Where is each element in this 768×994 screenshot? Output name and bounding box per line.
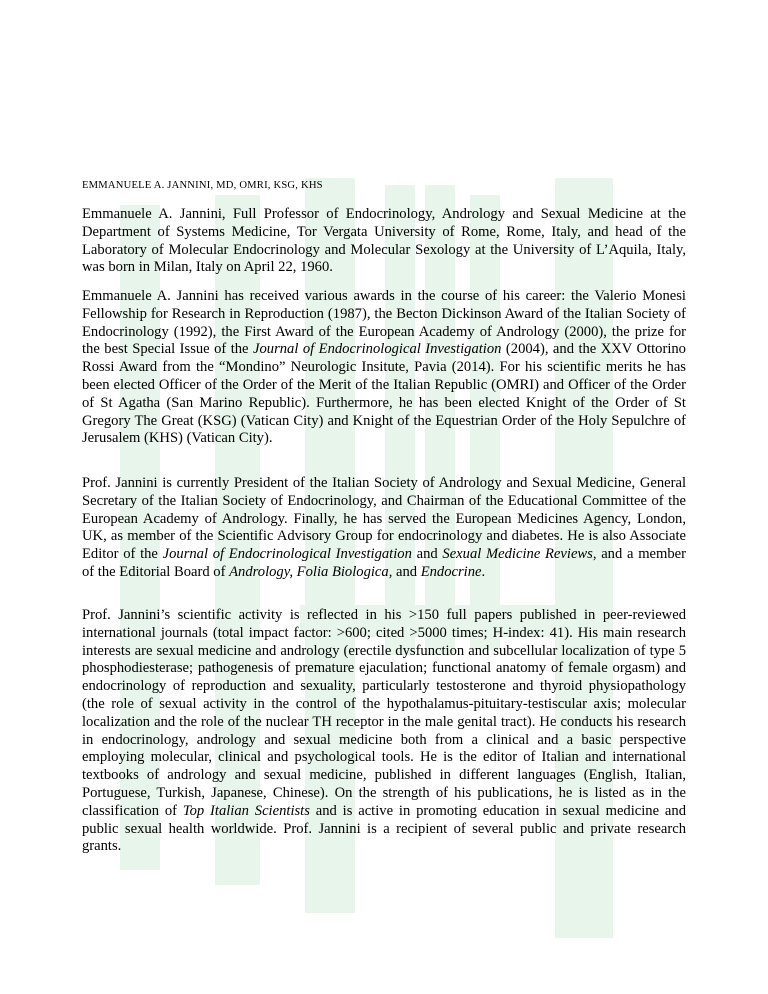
journal-title: Andrology, Folia Biologica, <box>229 563 393 580</box>
paragraph-text: (2004), and the XXV Ottorino Rossi Award from the “Mondino” Neurologic Insitute, Pavia (2014). For his scientific merits he has been elected Officer of the Order of the Merit of the Italian Republic (OMRI) and Officer of the Order of St Agatha (San Marino Republic). Furthermore, he has been elected Knight of the Order of St Gregory The Great (KSG) (Vatican City) and Knight of the Equestrian Order of the Holy Sepulchre of Jerusalem (KHS) (Vatican City). <box>82 341 686 447</box>
paragraph-text: , and a member of the Editorial Board of <box>82 546 687 580</box>
paragraph-text: and is active in promoting education in sexual medicine and public sexual health worldwide. Prof. Jannini is a recipient of several public and private research grants. <box>82 802 686 855</box>
paragraph-text: Prof. Jannini’s scientific activity is reflected in his >150 full papers published in peer-reviewed international journals (total impact factor: >600; cited >5000 times; H-index: 41). His main research interests are sexual medicine and andrology (erectile dysfunction and subcellular localization of type 5 phosphodiesterase; pathogenesis of premature ejaculation; functional anatomy of female orgasm) and endocrinology of reproduction and sexuality, particularly testosterone and thyroid physiopathology (the role of sexual activity in the control of the hypothalamus-pituitary-testiscular axis; molecular localization and the role of the nuclear TH receptor in the male genital tract). He conducts his research in endocrinology, andrology and sexual medicine both from a clinical and a basic perspective employing molecular, clinical and psychological tools. He is the editor of Italian and international textbooks of andrology and sexual medicine, published in different languages (English, Italian, Portuguese, Turkish, Japanese, Chinese). On the strength of his publications, he is listed as in the classification of <box>82 607 686 819</box>
paragraph-biography: Emmanuele A. Jannini, Full Professor of Endocrinology, Andrology and Sexual Medicine at the Department of Systems Medicine, Tor Vergata University of Rome, Rome, Italy, and head of the Laboratory of Molecular Endocrinology and Molecular Sexology at the University of L’Aquila, Italy, was born in Milan, Italy on April 22, 1960. <box>82 206 686 276</box>
paragraph-text: Emmanuele A. Jannini has received various awards in the course of his career: the Valerio Monesi Fellowship for Research in Reproduction (1987), the Becton Dickinson Award of the Italian Society of Endocrinology (1992), the First Award of the European Academy of Andrology (2000), the prize for the best Special Issue of the <box>82 288 686 358</box>
journal-title: Sexual Medicine Reviews <box>442 546 593 563</box>
classification-title: Top Italian Scientists <box>182 802 310 819</box>
paragraph-positions <box>82 475 686 582</box>
paragraph-awards <box>82 288 686 448</box>
paragraph-text: Prof. Jannini is currently President of the Italian Society of Andrology and Sexual Medicine, General Secretary of the Italian Society of Endocrinology, and Chairman of the Educational Committee of the European Academy of Andrology. Finally, he has served the European Medicines Agency, London, UK, as member of the Scientific Advisory Group for endocrinology and diabetes. He is also Associate Editor of the <box>82 475 686 563</box>
document-heading: EMMANUELE A. JANNINI, MD, OMRI, KSG, KHS <box>82 180 323 191</box>
journal-title: Journal of Endocrinological Investigation <box>253 341 502 358</box>
journal-title: Journal of Endocrinological Investigation <box>162 546 412 563</box>
paragraph-text: and <box>411 546 443 563</box>
paragraph-research <box>82 607 686 856</box>
journal-title: Endocrine <box>420 563 482 580</box>
paragraph-text: . <box>481 563 486 580</box>
paragraph-text: and <box>392 563 421 580</box>
